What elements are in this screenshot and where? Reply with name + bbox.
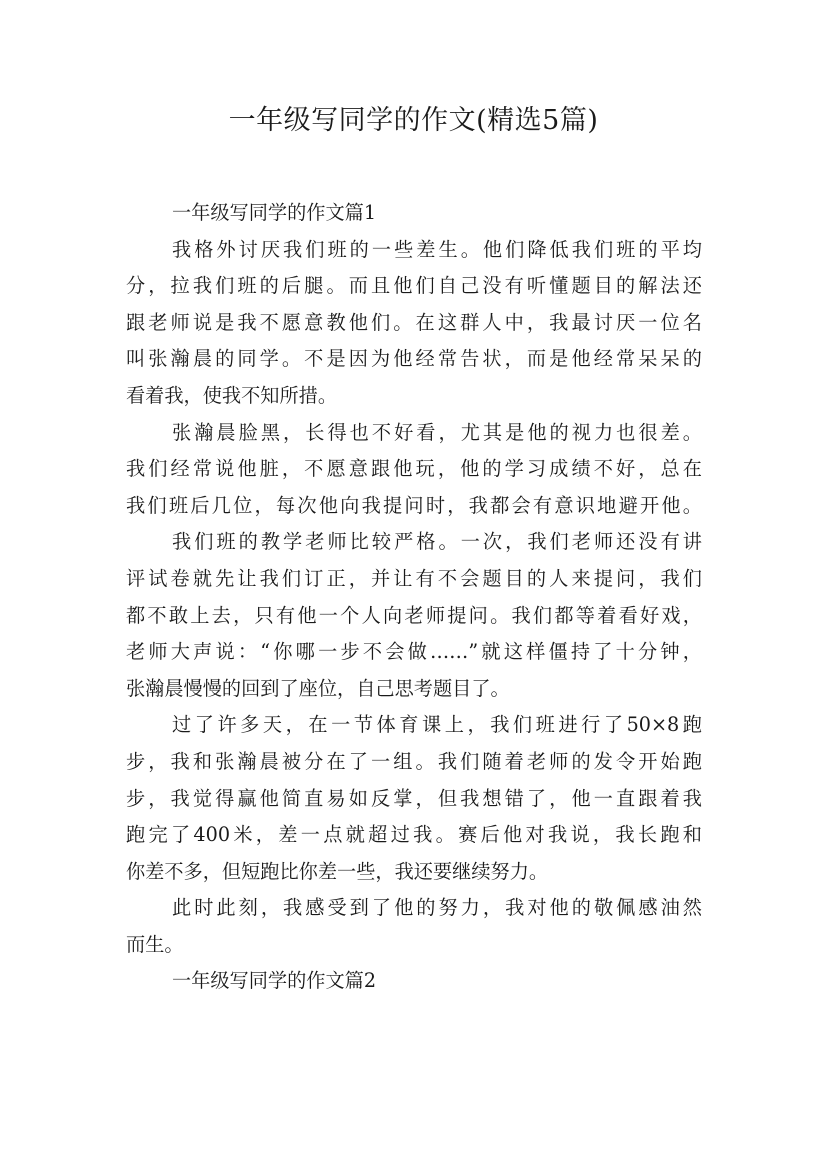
paragraph-line: 看着我，使我不知所措。	[126, 383, 338, 407]
paragraph-line: 我们班后几位，每次他向我提问时，我都会有意识地避开他。	[126, 493, 702, 517]
paragraph-line: 分，拉我们班的后腿。而且他们自己没有听懂题目的解法还	[126, 274, 702, 298]
paragraph-line: 跟老师说是我不愿意教他们。在这群人中，我最讨厌一位名	[126, 310, 702, 334]
paragraph-line: 老师大声说：“你哪一步不会做……”就这样僵持了十分钟，	[126, 640, 702, 664]
paragraph-line: 步，我和张瀚晨被分在了一组。我们随着老师的发令开始跑	[126, 749, 702, 773]
section-heading: 一年级写同学的作文篇1	[172, 201, 377, 224]
section-heading: 一年级写同学的作文篇2	[172, 969, 377, 993]
paragraph-line: 你差不多，但短跑比你差一些，我还要继续努力。	[126, 859, 549, 883]
paragraph-line: 此时此刻，我感受到了他的努力，我对他的敬佩感油然	[172, 896, 702, 920]
paragraph-line: 我们经常说他脏，不愿意跟他玩，他的学习成绩不好，总在	[126, 457, 702, 481]
paragraph-line: 评试卷就先让我们订正，并让有不会题目的人来提问，我们	[126, 566, 702, 590]
paragraph-line: 我格外讨厌我们班的一些差生。他们降低我们班的平均	[172, 237, 702, 261]
document-body	[126, 195, 716, 1000]
paragraph-line: 过了许多天，在一节体育课上，我们班进行了50×8跑	[172, 713, 702, 737]
paragraph-line: 跑完了400米，差一点就超过我。赛后他对我说，我长跑和	[126, 823, 702, 847]
paragraph-line: 张瀚晨脸黑，长得也不好看，尤其是他的视力也很差。	[172, 420, 702, 444]
paragraph-line: 步，我觉得赢他简直易如反掌，但我想错了，他一直跟着我	[126, 786, 702, 810]
paragraph-line: 都不敢上去，只有他一个人向老师提问。我们都等着看好戏，	[126, 603, 702, 627]
paragraph-line: 叫张瀚晨的同学。不是因为他经常告状，而是他经常呆呆的	[126, 347, 702, 371]
document-title: 一年级写同学的作文(精选5篇)	[228, 105, 599, 136]
paragraph-line: 我们班的教学老师比较严格。一次，我们老师还没有讲	[172, 530, 702, 554]
paragraph-line: 而生。	[126, 932, 184, 956]
paragraph-line: 张瀚晨慢慢的回到了座位，自己思考题目了。	[126, 676, 510, 700]
